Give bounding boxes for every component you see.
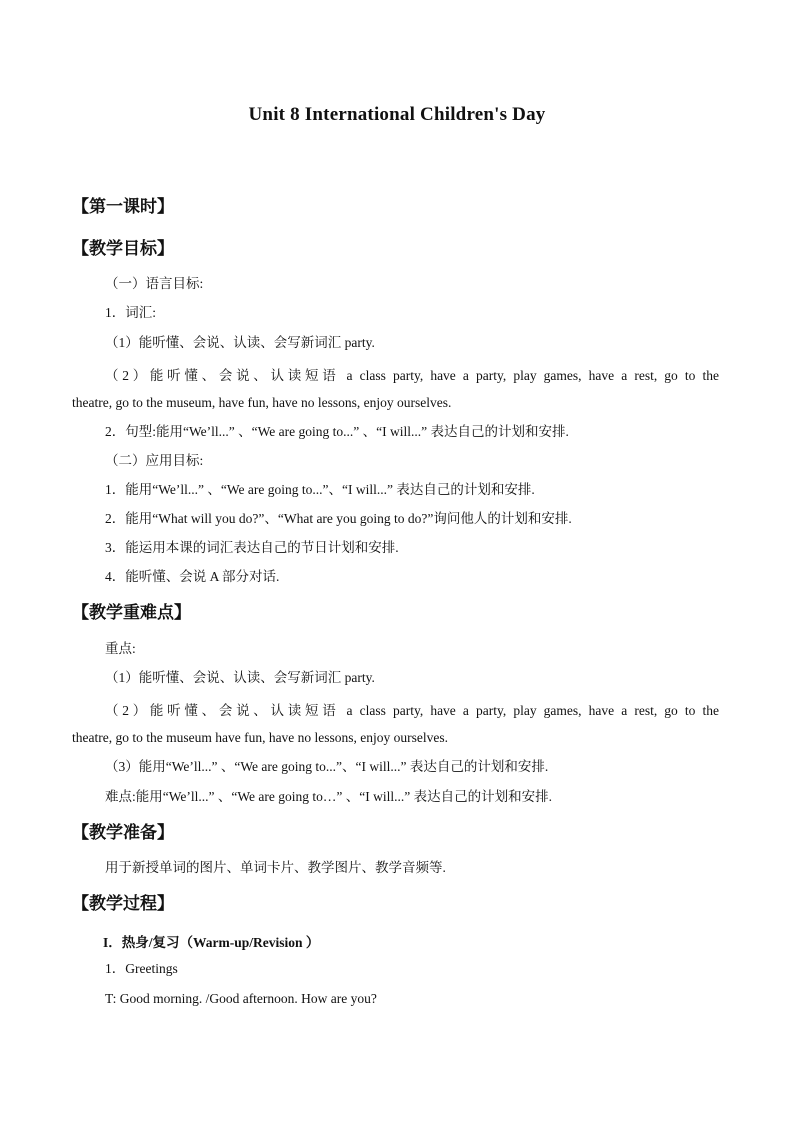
key-point-1: （1）能听懂、会说、认读、会写新词汇 party. bbox=[105, 670, 375, 685]
vocab-item-1: （1）能听懂、会说、认读、会写新词汇 party. bbox=[105, 335, 375, 350]
section-heading-key-points: 【教学重难点】 bbox=[72, 603, 191, 622]
process-step-1-heading: I．热身/复习（Warm-up/Revision ） bbox=[103, 935, 320, 950]
section-heading-teaching-goals: 【教学目标】 bbox=[72, 239, 174, 258]
application-item-4: 4．能听懂、会说 A 部分对话. bbox=[105, 569, 280, 584]
vocab-item-2-line-1: （2）能听懂、会说、认读短语 a class party, have a party, play games, have a rest, go to the bbox=[105, 368, 719, 383]
section-heading-preparation: 【教学准备】 bbox=[72, 823, 174, 842]
application-goals-heading: （二）应用目标: bbox=[105, 453, 204, 468]
key-point-2-line-2: theatre, go to the museum have fun, have no lessons, enjoy ourselves. bbox=[72, 730, 449, 745]
section-heading-lesson-one: 【第一课时】 bbox=[72, 197, 174, 216]
application-item-1: 1．能用“We’ll...” 、“We are going to...”、“I will...” 表达自己的计划和安排. bbox=[105, 482, 535, 497]
application-item-2: 2．能用“What will you do?”、“What are you going to do?”询问他人的计划和安排. bbox=[105, 511, 572, 526]
language-goals-heading: （一）语言目标: bbox=[105, 276, 204, 291]
key-point-3: （3）能用“We’ll...” 、“We are going to...”、“I will...” 表达自己的计划和安排. bbox=[105, 759, 549, 774]
application-item-3: 3．能运用本课的词汇表达自己的节日计划和安排. bbox=[105, 540, 399, 555]
vocab-heading: 1．词汇: bbox=[105, 305, 157, 320]
section-heading-process: 【教学过程】 bbox=[72, 894, 174, 913]
preparation-text: 用于新授单词的图片、单词卡片、教学图片、教学音频等. bbox=[105, 860, 446, 875]
key-points-heading: 重点: bbox=[105, 641, 136, 656]
greetings-line: T: Good morning. /Good afternoon. How are you? bbox=[105, 991, 377, 1006]
difficult-point: 难点:能用“We’ll...” 、“We are going to…” 、“I will...” 表达自己的计划和安排. bbox=[105, 789, 552, 804]
sentence-pattern: 2．句型:能用“We’ll...” 、“We are going to...” 、“I will...” 表达自己的计划和安排. bbox=[105, 424, 569, 439]
greetings-heading: 1．Greetings bbox=[105, 961, 178, 976]
key-point-2-line-1: （2）能听懂、会说、认读短语 a class party, have a party, play games, have a rest, go to the bbox=[105, 703, 719, 718]
vocab-item-2-line-2: theatre, go to the museum, have fun, have no lessons, enjoy ourselves. bbox=[72, 395, 452, 410]
document-title: Unit 8 International Children's Day bbox=[248, 104, 546, 125]
